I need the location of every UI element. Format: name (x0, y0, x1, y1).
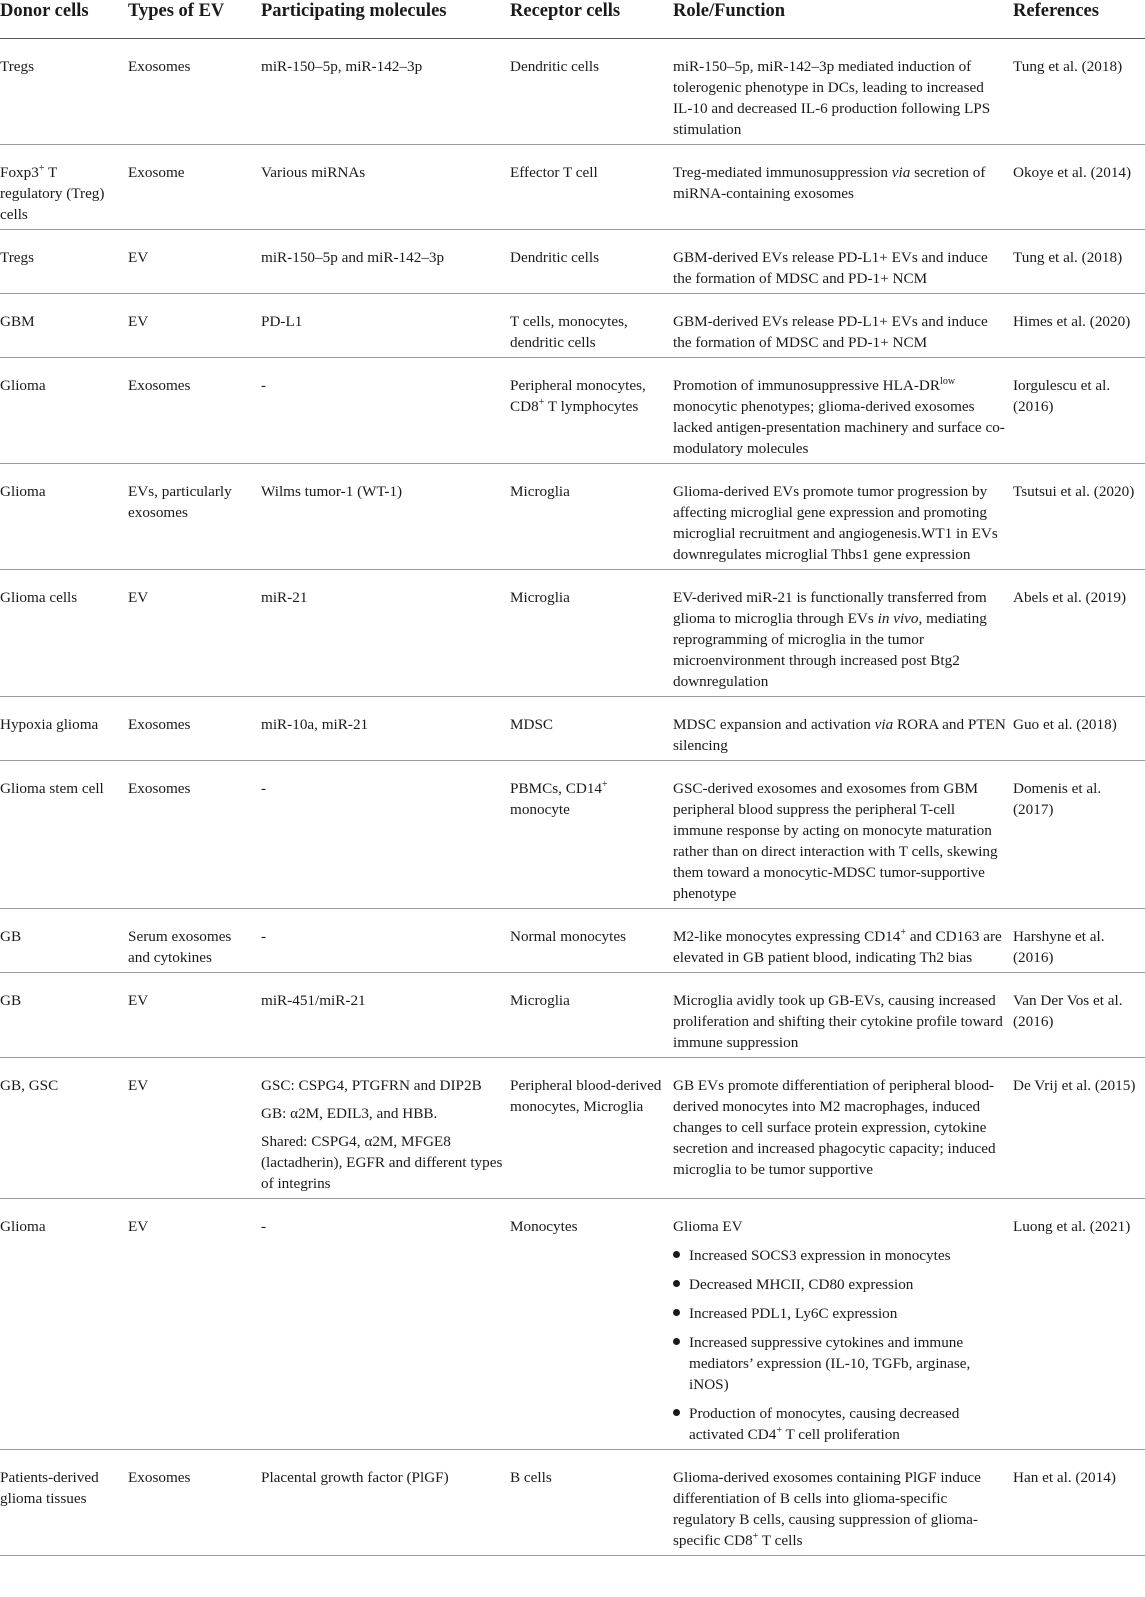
reference-cell: Himes et al. (2020) (1013, 294, 1145, 358)
role-cell: GSC-derived exosomes and exosomes from GBM peripheral blood suppress the peripheral T-cell immune response by acting on monocyte maturation rather than on direct interaction with T cells, skewing them toward a monocytic-MDSC tumor-supportive phenotype (673, 761, 1013, 909)
donor-cell: Glioma cells (0, 570, 128, 697)
ev-type-cell: EVs, particularly exosomes (128, 464, 261, 570)
receptor-cell: Microglia (510, 570, 673, 697)
reference-cell: Domenis et al. (2017) (1013, 761, 1145, 909)
molecules-cell: miR-21 (261, 570, 510, 697)
donor-cell: GB, GSC (0, 1058, 128, 1199)
list-item: Increased SOCS3 expression in monocytes (673, 1245, 1007, 1266)
molecules-cell: miR-150–5p, miR-142–3p (261, 39, 510, 145)
donor-cell: GBM (0, 294, 128, 358)
receptor-cell: PBMCs, CD14+ monocyte (510, 761, 673, 909)
table-row (0, 697, 1145, 761)
list-item: Production of monocytes, causing decreased activated CD4+ T cell proliferation (673, 1403, 1007, 1445)
molecules-paragraph: GSC: CSPG4, PTGFRN and DIP2B (261, 1077, 482, 1094)
molecules-cell: - (261, 909, 510, 973)
role-bullet-list (673, 1245, 1007, 1445)
ev-type-cell: Serum exosomes and cytokines (128, 909, 261, 973)
role-cell: miR-150–5p, miR-142–3p mediated induction of tolerogenic phenotype in DCs, leading to increased IL-10 and decreased IL-6 production following LPS stimulation (673, 39, 1013, 145)
role-cell (673, 1199, 1013, 1450)
table-row (0, 145, 1145, 230)
reference-cell: Luong et al. (2021) (1013, 1199, 1145, 1450)
list-item: Decreased MHCII, CD80 expression (673, 1274, 1007, 1295)
reference-cell: Harshyne et al. (2016) (1013, 909, 1145, 973)
receptor-cell: Peripheral blood-derived monocytes, Microglia (510, 1058, 673, 1199)
receptor-cell: Microglia (510, 973, 673, 1058)
reference-cell: Okoye et al. (2014) (1013, 145, 1145, 230)
molecules-cell: - (261, 761, 510, 909)
list-item: Increased suppressive cytokines and immune mediators’ expression (IL-10, TGFb, arginase, iNOS) (673, 1332, 1007, 1395)
receptor-cell: Dendritic cells (510, 39, 673, 145)
header-references: References (1013, 0, 1145, 39)
donor-cell: Glioma (0, 358, 128, 464)
molecules-cell: Placental growth factor (PlGF) (261, 1450, 510, 1556)
table-row (0, 973, 1145, 1058)
molecules-cell: miR-10a, miR-21 (261, 697, 510, 761)
receptor-cell: Monocytes (510, 1199, 673, 1450)
table-row (0, 1058, 1145, 1199)
ev-type-cell: Exosomes (128, 39, 261, 145)
ev-type-cell: EV (128, 230, 261, 294)
donor-cell: Tregs (0, 39, 128, 145)
ev-type-cell: EV (128, 294, 261, 358)
donor-cell: Patients-derived glioma tissues (0, 1450, 128, 1556)
receptor-cell: B cells (510, 1450, 673, 1556)
reference-cell: De Vrij et al. (2015) (1013, 1058, 1145, 1199)
table-row (0, 39, 1145, 145)
table-row (0, 1199, 1145, 1450)
reference-cell: Abels et al. (2019) (1013, 570, 1145, 697)
role-cell: GBM-derived EVs release PD-L1+ EVs and induce the formation of MDSC and PD-1+ NCM (673, 294, 1013, 358)
reference-cell: Tsutsui et al. (2020) (1013, 464, 1145, 570)
role-cell: GB EVs promote differentiation of peripheral blood-derived monocytes into M2 macrophages, induced changes to cell surface protein expression, cytokine secretion and increased phagocytic capacity; induced microglia to be tumor supportive (673, 1058, 1013, 1199)
ev-type-cell: Exosomes (128, 761, 261, 909)
bullet-dot-icon (673, 1409, 680, 1416)
reference-cell: Iorgulescu et al. (2016) (1013, 358, 1145, 464)
header-role-function: Role/Function (673, 0, 1013, 39)
donor-cell: Tregs (0, 230, 128, 294)
ev-type-cell: Exosomes (128, 358, 261, 464)
table-row (0, 570, 1145, 697)
list-item: Increased PDL1, Ly6C expression (673, 1303, 1007, 1324)
molecules-cell (261, 1058, 510, 1199)
reference-cell: Tung et al. (2018) (1013, 39, 1145, 145)
header-donor-cells: Donor cells (0, 0, 128, 39)
bullet-dot-icon (673, 1338, 680, 1345)
role-intro: Glioma EV (673, 1218, 743, 1235)
donor-cell: Foxp3+ T regulatory (Treg) cells (0, 145, 128, 230)
ev-type-cell: EV (128, 1058, 261, 1199)
header-participating-molecules: Participating molecules (261, 0, 510, 39)
molecules-cell: PD-L1 (261, 294, 510, 358)
molecules-paragraph: GB: α2M, EDIL3, and HBB. (261, 1105, 438, 1122)
molecules-paragraph: Shared: CSPG4, α2M, MFGE8 (lactadherin), EGFR and different types of integrins (261, 1133, 503, 1192)
ev-type-cell: EV (128, 973, 261, 1058)
receptor-cell: Peripheral monocytes, CD8+ T lymphocytes (510, 358, 673, 464)
ev-type-cell: EV (128, 1199, 261, 1450)
receptor-cell: Normal monocytes (510, 909, 673, 973)
role-cell: Glioma-derived exosomes containing PlGF induce differentiation of B cells into glioma-specific regulatory B cells, causing suppression of glioma-specific CD8+ T cells (673, 1450, 1013, 1556)
table-row (0, 358, 1145, 464)
table-row (0, 909, 1145, 973)
molecules-cell: Wilms tumor-1 (WT-1) (261, 464, 510, 570)
header-row (0, 0, 1145, 39)
reference-cell: Tung et al. (2018) (1013, 230, 1145, 294)
role-cell: Glioma-derived EVs promote tumor progression by affecting microglial gene expression and promoting microglial recruitment and angiogenesis.WT1 in EVs downregulates microglial Thbs1 gene expression (673, 464, 1013, 570)
molecules-cell: - (261, 1199, 510, 1450)
role-cell: Promotion of immunosuppressive HLA-$DR^{low}$ monocytic phenotypes; glioma-derived exosomes lacked antigen-presentation machinery and surface co-modulatory molecules (673, 358, 1013, 464)
table-row (0, 464, 1145, 570)
donor-cell: GB (0, 973, 128, 1058)
reference-cell: Han et al. (2014) (1013, 1450, 1145, 1556)
role-cell: M2-like monocytes expressing CD14+ and CD163 are elevated in GB patient blood, indicating Th2 bias (673, 909, 1013, 973)
header-receptor-cells: Receptor cells (510, 0, 673, 39)
molecules-cell: miR-451/miR-21 (261, 973, 510, 1058)
ev-type-cell: EV (128, 570, 261, 697)
receptor-cell: T cells, monocytes, dendritic cells (510, 294, 673, 358)
receptor-cell: MDSC (510, 697, 673, 761)
molecules-cell: - (261, 358, 510, 464)
bullet-dot-icon (673, 1309, 680, 1316)
role-cell: EV-derived miR-21 is functionally transferred from glioma to microglia through EVs in vivo, mediating reprogramming of microglia in the tumor microenvironment through increased post Btg2 downregulation (673, 570, 1013, 697)
table-row (0, 761, 1145, 909)
donor-cell: Glioma (0, 1199, 128, 1450)
role-cell: Treg-mediated immunosuppression via secretion of miRNA-containing exosomes (673, 145, 1013, 230)
ev-type-cell: Exosome (128, 145, 261, 230)
bullet-dot-icon (673, 1251, 680, 1258)
role-cell: GBM-derived EVs release PD-L1+ EVs and induce the formation of MDSC and PD-1+ NCM (673, 230, 1013, 294)
bullet-dot-icon (673, 1280, 680, 1287)
table-row (0, 294, 1145, 358)
role-cell: Microglia avidly took up GB-EVs, causing increased proliferation and shifting their cytokine profile toward immune suppression (673, 973, 1013, 1058)
donor-cell: GB (0, 909, 128, 973)
role-cell: MDSC expansion and activation via RORA and PTEN silencing (673, 697, 1013, 761)
donor-cell: Hypoxia glioma (0, 697, 128, 761)
table-row (0, 230, 1145, 294)
receptor-cell: Microglia (510, 464, 673, 570)
reference-cell: Van Der Vos et al. (2016) (1013, 973, 1145, 1058)
ev-type-cell: Exosomes (128, 697, 261, 761)
donor-cell: Glioma stem cell (0, 761, 128, 909)
receptor-cell: Effector T cell (510, 145, 673, 230)
donor-cell: Glioma (0, 464, 128, 570)
molecules-cell: miR-150–5p and miR-142–3p (261, 230, 510, 294)
header-types-of-ev: Types of EV (128, 0, 261, 39)
table-row (0, 1450, 1145, 1556)
reference-cell: Guo et al. (2018) (1013, 697, 1145, 761)
receptor-cell: Dendritic cells (510, 230, 673, 294)
molecules-cell: Various miRNAs (261, 145, 510, 230)
ev-type-cell: Exosomes (128, 1450, 261, 1556)
